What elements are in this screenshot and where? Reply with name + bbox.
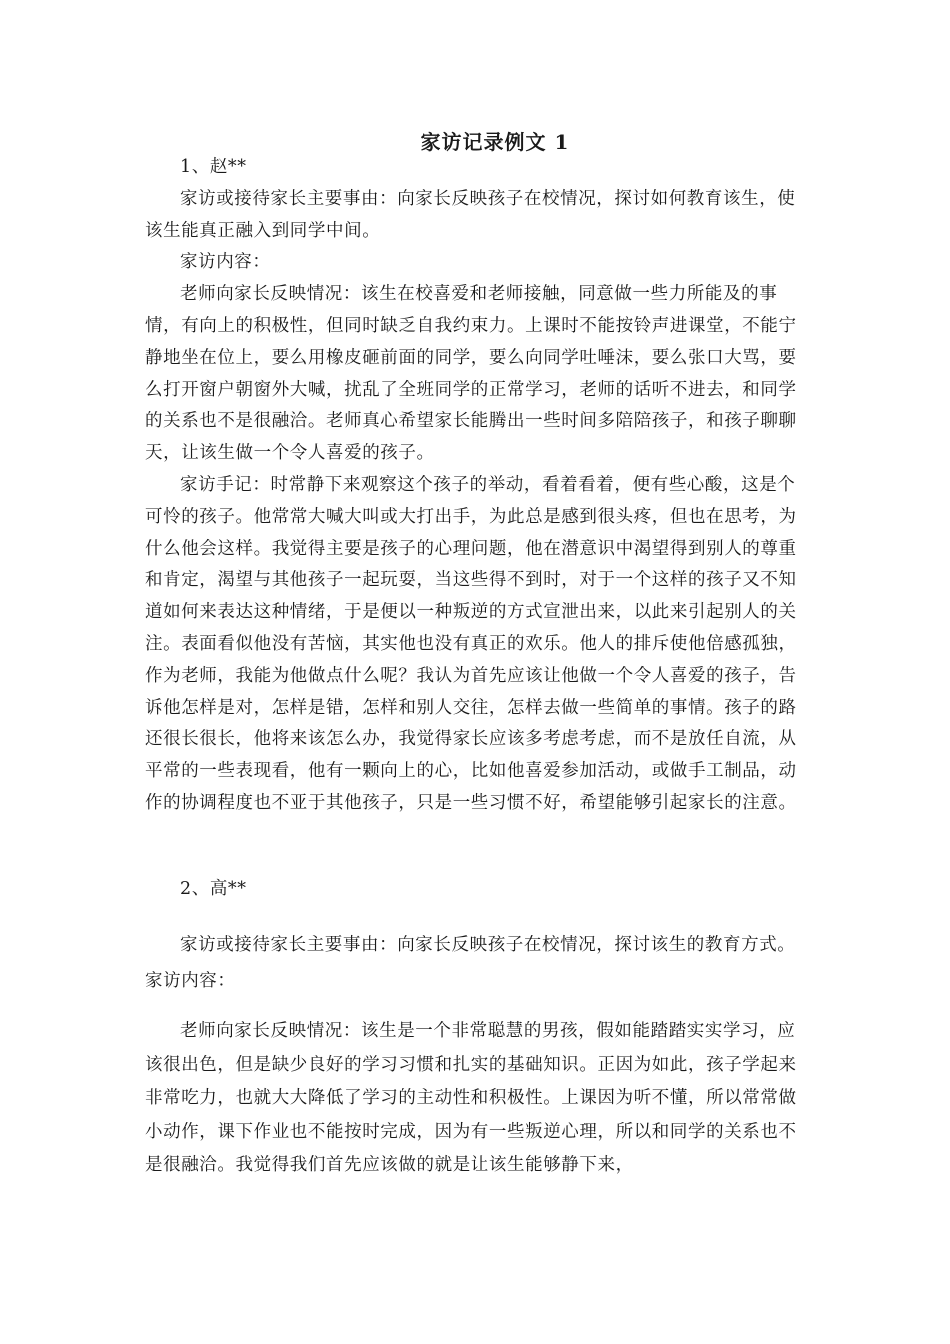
section-2-heading: 2、高**: [180, 879, 247, 899]
section-1: [145, 152, 805, 820]
section-1-reason: 家访或接待家长主要事由：向家长反映孩子在校情况，探讨如何教育该生，使该生能真正融入到同学中间。: [145, 188, 796, 241]
section-2-reason-block: [145, 927, 805, 999]
section-1-report: 老师向家长反映情况：该生在校喜爱和老师接触，同意做一些力所能及的事情，有向上的积极性，但同时缺乏自我约束力。上课时不能按铃声进课堂，不能宁静地坐在位上，要么用橡皮砸前面的同学，要么向同学吐唾沫，要么张口大骂，要么打开窗户朝窗外大喊，扰乱了全班同学的正常学习，老师的话听不进去，和同学的关系也不是很融洽。老师真心希望家长能腾出一些时间多陪陪孩子，和孩子聊聊天，让该生做一个令人喜爱的孩子。: [145, 284, 797, 464]
section-2-heading-block: [145, 874, 805, 906]
section-2-report-block: [145, 1015, 805, 1183]
section-1-notes: 家访手记：时常静下来观察这个孩子的举动，看着看着，便有些心酸，这是个可怜的孩子。他常常大喊大叫或大打出手，为此总是感到很头疼，但也在思考，为什么他会这样。我觉得主要是孩子的心理问题，他在潜意识中渴望得到别人的尊重和肯定，渴望与其他孩子一起玩耍，当这些得不到时，对于一个这样的孩子又不知道如何来表达这种情绪，于是便以一种叛逆的方式宣泄出来，以此来引起别人的关注。表面看似他没有苦恼，其实他也没有真正的欢乐。他人的排斥使他倍感孤独，作为老师，我能为他做点什么呢？我认为首先应该让他做一个令人喜爱的孩子，告诉他怎样是对，怎样是错，怎样和别人交往，怎样去做一些简单的事情。孩子的路还很长很长，他将来该怎么办，我觉得家长应该多考虑考虑，而不是放任自流，从平常的一些表现看，他有一颗向上的心，比如他喜爱参加活动，或做手工制品，动作的协调程度也不亚于其他孩子，只是一些习惯不好，希望能够引起家长的注意。: [145, 474, 797, 813]
page-title: 家访记录例文 1: [420, 130, 570, 154]
section-1-content-label: 家访内容：: [180, 252, 271, 273]
section-2-reason: 家访或接待家长主要事由：向家长反映孩子在校情况，探讨该生的教育方式。家访内容：: [145, 935, 796, 991]
section-2-report: 老师向家长反映情况：该生是一个非常聪慧的男孩，假如能踏踏实实学习，应该很出色，但是缺少良好的学习习惯和扎实的基础知识。正因为如此，孩子学起来非常吃力，也就大大降低了学习的主动性和积极性。上课因为听不懂，所以常常做小动作，课下作业也不能按时完成，因为有一些叛逆心理，所以和同学的关系也不是很融洽。我觉得我们首先应该做的就是让该生能够静下来，: [145, 1021, 797, 1175]
section-1-heading: 1、赵**: [180, 157, 247, 177]
